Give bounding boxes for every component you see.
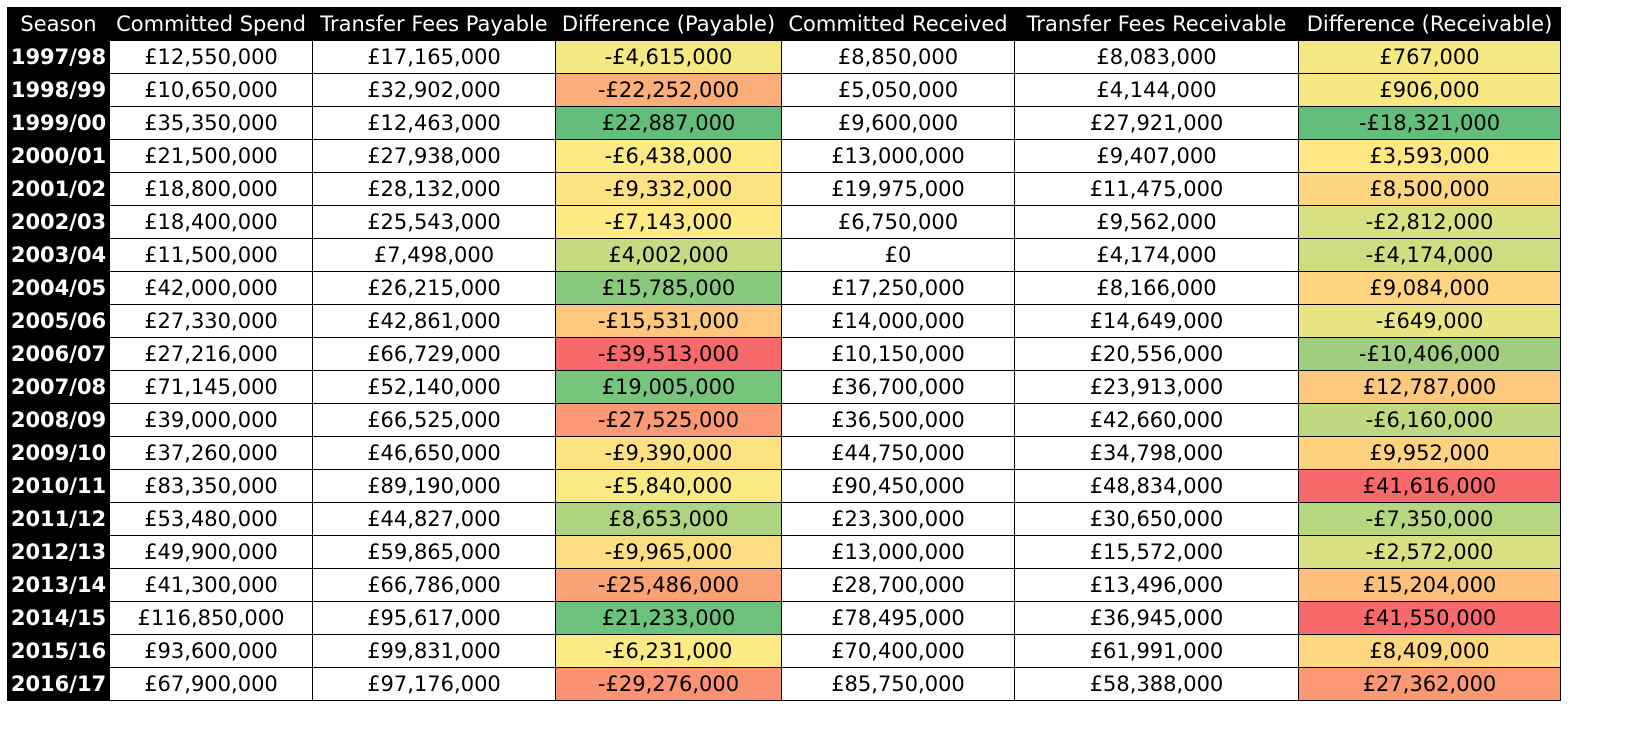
transfer-fees-receivable-cell: £61,991,000 — [1015, 635, 1299, 668]
transfer-fees-payable-cell: £7,498,000 — [313, 239, 556, 272]
transfer-fees-payable-cell: £97,176,000 — [313, 668, 556, 701]
table-row — [8, 602, 1561, 635]
difference-payable-cell: -£27,525,000 — [556, 404, 782, 437]
season-cell: 2008/09 — [8, 404, 110, 437]
transfer-fees-payable-cell: £17,165,000 — [313, 41, 556, 74]
difference-payable-cell: £21,233,000 — [556, 602, 782, 635]
season-cell: 2013/14 — [8, 569, 110, 602]
committed-received-cell: £90,450,000 — [782, 470, 1015, 503]
committed-received-cell: £10,150,000 — [782, 338, 1015, 371]
transfer-fees-receivable-cell: £9,407,000 — [1015, 140, 1299, 173]
difference-receivable-cell: £767,000 — [1299, 41, 1561, 74]
transfer-fees-receivable-cell: £27,921,000 — [1015, 107, 1299, 140]
season-cell: 2016/17 — [8, 668, 110, 701]
season-cell: 2003/04 — [8, 239, 110, 272]
committed-spend-cell: £10,650,000 — [110, 74, 313, 107]
header-committed-spend: Committed Spend — [110, 8, 313, 41]
committed-spend-cell: £71,145,000 — [110, 371, 313, 404]
committed-spend-cell: £21,500,000 — [110, 140, 313, 173]
table-row — [8, 371, 1561, 404]
table-row — [8, 569, 1561, 602]
table-row — [8, 635, 1561, 668]
transfer-table — [7, 7, 1561, 701]
committed-received-cell: £19,975,000 — [782, 173, 1015, 206]
difference-receivable-cell: -£4,174,000 — [1299, 239, 1561, 272]
table-row — [8, 206, 1561, 239]
difference-receivable-cell: £9,952,000 — [1299, 437, 1561, 470]
header-transfer-fees-receivable: Transfer Fees Receivable — [1015, 8, 1299, 41]
committed-received-cell: £13,000,000 — [782, 536, 1015, 569]
transfer-fees-payable-cell: £26,215,000 — [313, 272, 556, 305]
transfer-fees-receivable-cell: £23,913,000 — [1015, 371, 1299, 404]
transfer-fees-payable-cell: £27,938,000 — [313, 140, 556, 173]
difference-receivable-cell: -£6,160,000 — [1299, 404, 1561, 437]
committed-spend-cell: £18,800,000 — [110, 173, 313, 206]
difference-payable-cell: £19,005,000 — [556, 371, 782, 404]
transfer-fees-payable-cell: £52,140,000 — [313, 371, 556, 404]
transfer-fees-payable-cell: £28,132,000 — [313, 173, 556, 206]
committed-spend-cell: £116,850,000 — [110, 602, 313, 635]
committed-spend-cell: £53,480,000 — [110, 503, 313, 536]
committed-spend-cell: £27,330,000 — [110, 305, 313, 338]
difference-payable-cell: -£9,332,000 — [556, 173, 782, 206]
difference-payable-cell: -£5,840,000 — [556, 470, 782, 503]
header-difference-receivable: Difference (Receivable) — [1299, 8, 1561, 41]
difference-receivable-cell: £12,787,000 — [1299, 371, 1561, 404]
committed-received-cell: £8,850,000 — [782, 41, 1015, 74]
committed-received-cell: £36,500,000 — [782, 404, 1015, 437]
difference-receivable-cell: £8,409,000 — [1299, 635, 1561, 668]
header-season: Season — [8, 8, 110, 41]
committed-spend-cell: £27,216,000 — [110, 338, 313, 371]
header-transfer-fees-payable: Transfer Fees Payable — [313, 8, 556, 41]
transfer-fees-payable-cell: £42,861,000 — [313, 305, 556, 338]
table-row — [8, 668, 1561, 701]
transfer-fees-payable-cell: £32,902,000 — [313, 74, 556, 107]
committed-spend-cell: £67,900,000 — [110, 668, 313, 701]
table-row — [8, 404, 1561, 437]
difference-payable-cell: -£7,143,000 — [556, 206, 782, 239]
difference-payable-cell: £4,002,000 — [556, 239, 782, 272]
transfer-fees-receivable-cell: £58,388,000 — [1015, 668, 1299, 701]
season-cell: 2000/01 — [8, 140, 110, 173]
committed-received-cell: £9,600,000 — [782, 107, 1015, 140]
header-row — [8, 8, 1561, 41]
season-cell: 1999/00 — [8, 107, 110, 140]
season-cell: 2002/03 — [8, 206, 110, 239]
transfer-fees-receivable-cell: £34,798,000 — [1015, 437, 1299, 470]
transfer-fees-receivable-cell: £15,572,000 — [1015, 536, 1299, 569]
difference-payable-cell: £22,887,000 — [556, 107, 782, 140]
difference-payable-cell: -£15,531,000 — [556, 305, 782, 338]
committed-spend-cell: £49,900,000 — [110, 536, 313, 569]
difference-receivable-cell: -£18,321,000 — [1299, 107, 1561, 140]
transfer-fees-receivable-cell: £48,834,000 — [1015, 470, 1299, 503]
header-difference-payable: Difference (Payable) — [556, 8, 782, 41]
season-cell: 1998/99 — [8, 74, 110, 107]
committed-spend-cell: £41,300,000 — [110, 569, 313, 602]
difference-receivable-cell: £906,000 — [1299, 74, 1561, 107]
season-cell: 2001/02 — [8, 173, 110, 206]
difference-payable-cell: -£9,390,000 — [556, 437, 782, 470]
difference-payable-cell: £15,785,000 — [556, 272, 782, 305]
season-cell: 2011/12 — [8, 503, 110, 536]
transfer-fees-receivable-cell: £42,660,000 — [1015, 404, 1299, 437]
difference-receivable-cell: £27,362,000 — [1299, 668, 1561, 701]
transfer-fees-receivable-cell: £13,496,000 — [1015, 569, 1299, 602]
committed-received-cell: £17,250,000 — [782, 272, 1015, 305]
table-row — [8, 503, 1561, 536]
transfer-fees-payable-cell: £59,865,000 — [313, 536, 556, 569]
difference-receivable-cell: -£649,000 — [1299, 305, 1561, 338]
committed-received-cell: £85,750,000 — [782, 668, 1015, 701]
difference-payable-cell: -£6,438,000 — [556, 140, 782, 173]
difference-receivable-cell: £41,550,000 — [1299, 602, 1561, 635]
transfer-fees-receivable-cell: £8,083,000 — [1015, 41, 1299, 74]
committed-received-cell: £36,700,000 — [782, 371, 1015, 404]
transfer-fees-payable-cell: £66,786,000 — [313, 569, 556, 602]
transfer-fees-receivable-cell: £4,144,000 — [1015, 74, 1299, 107]
committed-received-cell: £23,300,000 — [782, 503, 1015, 536]
difference-payable-cell: -£6,231,000 — [556, 635, 782, 668]
season-cell: 2004/05 — [8, 272, 110, 305]
transfer-fees-payable-cell: £66,525,000 — [313, 404, 556, 437]
table-row — [8, 470, 1561, 503]
table-row — [8, 140, 1561, 173]
transfer-fees-receivable-cell: £9,562,000 — [1015, 206, 1299, 239]
table-row — [8, 305, 1561, 338]
season-cell: 2007/08 — [8, 371, 110, 404]
transfer-fees-payable-cell: £46,650,000 — [313, 437, 556, 470]
transfer-fees-payable-cell: £44,827,000 — [313, 503, 556, 536]
committed-spend-cell: £37,260,000 — [110, 437, 313, 470]
difference-receivable-cell: £3,593,000 — [1299, 140, 1561, 173]
transfer-fees-receivable-cell: £8,166,000 — [1015, 272, 1299, 305]
committed-spend-cell: £35,350,000 — [110, 107, 313, 140]
table-row — [8, 272, 1561, 305]
transfer-fees-payable-cell: £12,463,000 — [313, 107, 556, 140]
season-cell: 2010/11 — [8, 470, 110, 503]
season-cell: 2005/06 — [8, 305, 110, 338]
difference-receivable-cell: £8,500,000 — [1299, 173, 1561, 206]
transfer-fees-payable-cell: £66,729,000 — [313, 338, 556, 371]
transfer-fees-receivable-cell: £20,556,000 — [1015, 338, 1299, 371]
committed-spend-cell: £83,350,000 — [110, 470, 313, 503]
committed-spend-cell: £12,550,000 — [110, 41, 313, 74]
transfer-fees-receivable-cell: £11,475,000 — [1015, 173, 1299, 206]
committed-spend-cell: £39,000,000 — [110, 404, 313, 437]
transfer-fees-receivable-cell: £36,945,000 — [1015, 602, 1299, 635]
table-row — [8, 437, 1561, 470]
committed-spend-cell: £93,600,000 — [110, 635, 313, 668]
difference-payable-cell: -£9,965,000 — [556, 536, 782, 569]
committed-received-cell: £0 — [782, 239, 1015, 272]
difference-payable-cell: -£39,513,000 — [556, 338, 782, 371]
table-row — [8, 536, 1561, 569]
table-row — [8, 239, 1561, 272]
committed-received-cell: £14,000,000 — [782, 305, 1015, 338]
header-committed-received: Committed Received — [782, 8, 1015, 41]
transfer-fees-payable-cell: £95,617,000 — [313, 602, 556, 635]
difference-payable-cell: -£25,486,000 — [556, 569, 782, 602]
season-cell: 2015/16 — [8, 635, 110, 668]
transfer-fees-payable-cell: £89,190,000 — [313, 470, 556, 503]
committed-received-cell: £70,400,000 — [782, 635, 1015, 668]
table-row — [8, 338, 1561, 371]
committed-received-cell: £78,495,000 — [782, 602, 1015, 635]
table-row — [8, 74, 1561, 107]
transfer-fees-receivable-cell: £4,174,000 — [1015, 239, 1299, 272]
committed-spend-cell: £11,500,000 — [110, 239, 313, 272]
transfer-fees-payable-cell: £25,543,000 — [313, 206, 556, 239]
season-cell: 2014/15 — [8, 602, 110, 635]
season-cell: 2012/13 — [8, 536, 110, 569]
difference-receivable-cell: £9,084,000 — [1299, 272, 1561, 305]
committed-received-cell: £6,750,000 — [782, 206, 1015, 239]
committed-received-cell: £44,750,000 — [782, 437, 1015, 470]
committed-spend-cell: £42,000,000 — [110, 272, 313, 305]
difference-payable-cell: -£22,252,000 — [556, 74, 782, 107]
table-body — [8, 41, 1561, 701]
difference-payable-cell: -£29,276,000 — [556, 668, 782, 701]
difference-receivable-cell: -£10,406,000 — [1299, 338, 1561, 371]
difference-receivable-cell: -£7,350,000 — [1299, 503, 1561, 536]
difference-receivable-cell: £15,204,000 — [1299, 569, 1561, 602]
difference-payable-cell: -£4,615,000 — [556, 41, 782, 74]
table-row — [8, 41, 1561, 74]
committed-spend-cell: £18,400,000 — [110, 206, 313, 239]
difference-receivable-cell: -£2,812,000 — [1299, 206, 1561, 239]
committed-received-cell: £28,700,000 — [782, 569, 1015, 602]
transfer-fees-receivable-cell: £14,649,000 — [1015, 305, 1299, 338]
difference-payable-cell: £8,653,000 — [556, 503, 782, 536]
table-row — [8, 107, 1561, 140]
committed-received-cell: £13,000,000 — [782, 140, 1015, 173]
transfer-fees-receivable-cell: £30,650,000 — [1015, 503, 1299, 536]
committed-received-cell: £5,050,000 — [782, 74, 1015, 107]
table-row — [8, 173, 1561, 206]
transfer-fees-payable-cell: £99,831,000 — [313, 635, 556, 668]
season-cell: 1997/98 — [8, 41, 110, 74]
difference-receivable-cell: £41,616,000 — [1299, 470, 1561, 503]
season-cell: 2009/10 — [8, 437, 110, 470]
difference-receivable-cell: -£2,572,000 — [1299, 536, 1561, 569]
season-cell: 2006/07 — [8, 338, 110, 371]
